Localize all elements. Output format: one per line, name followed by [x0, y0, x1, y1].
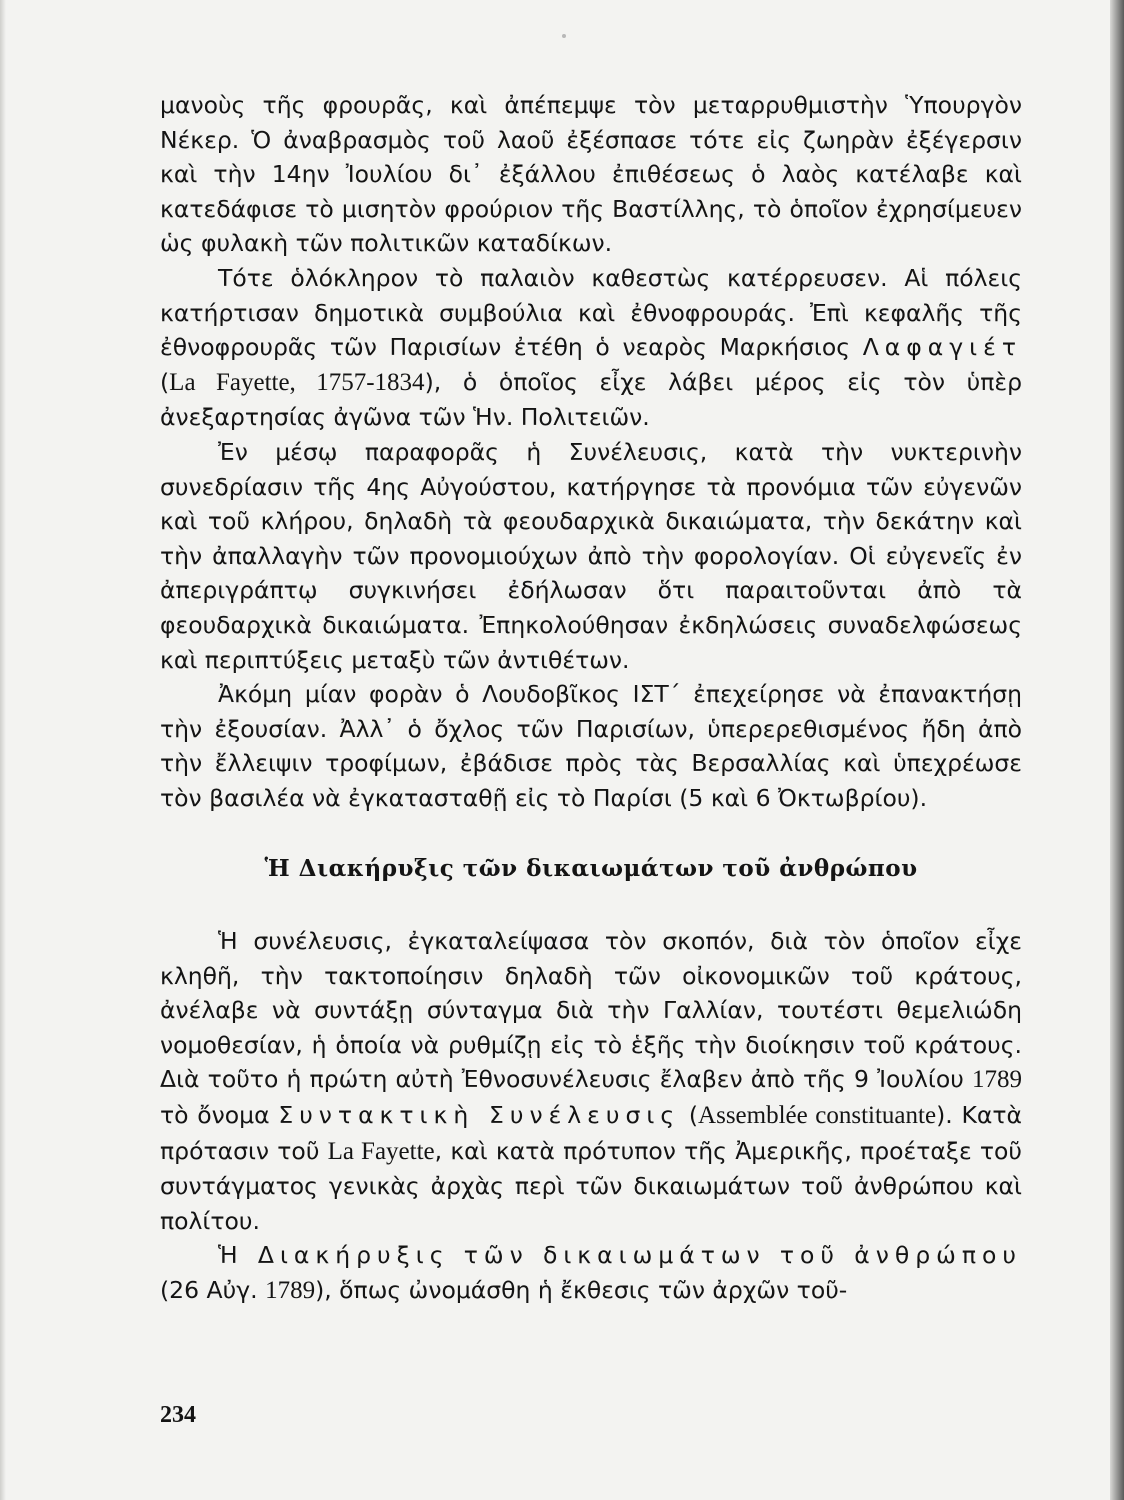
text-segment-plain: ), ὁ ὁποῖος εἶχε λάβει μέρος εἰς τὸν ὑπὲρ ἀνεξαρτησίας ἀγῶνα τῶν Ἡν. Πολιτειῶν.: [160, 367, 1022, 432]
body-text: [160, 88, 1022, 1309]
paragraph-2: [160, 261, 1022, 435]
text-segment-latin: La Fayette, 1757-1834: [169, 368, 425, 396]
page-binding-shadow: [1110, 0, 1124, 1500]
text-segment-latin: 1789: [972, 1066, 1022, 1094]
section-heading: Ἡ Διακήρυξις τῶν δικαιωμάτων τοῦ ἀνθρώπου: [264, 855, 918, 883]
text-segment-latin: La Fayette: [327, 1137, 435, 1165]
text-segment-plain: Τότε ὁλόκληρον τὸ παλαιὸν καθεστὼς κατέρρευσεν. Αἱ πόλεις κατήρτισαν δημοτικὰ συμβούλια καὶ ἐθνοφρουράς. Ἐπὶ κεφαλῆς τῆς ἐθνοφρουρᾶς τῶν Παρισίων ἐτέθη ὁ νεαρὸς Μαρκήσιος: [160, 263, 1022, 362]
text-segment-plain: Ἡ συνέλευσις, ἐγκαταλείψασα τὸν σκοπόν, διὰ τὸν ὁποῖον εἶχε κληθῆ, τὴν τακτοποίησιν δηλαδὴ τῶν οἰκονομικῶν τοῦ κράτους, ἀνέλαβε νὰ συντάξῃ σύνταγμα διὰ τὴν Γαλλίαν, τουτέστι θεμελιώδη νομοθεσίαν, ἡ ὁποία νὰ ρυθμίζῃ εἰς τὸ ἑξῆς τὴν διοίκησιν τοῦ κράτους. Διὰ τοῦτο ἡ πρώτη αὐτὴ Ἐθνοσυνέλευσις ἔλαβεν ἀπὸ τῆς 9 Ἰουλίου: [160, 927, 1022, 1094]
text-segment-plain: τὸ ὄνομα: [160, 1101, 279, 1130]
text-segment-spaced: Συντακτικὴ Συνέλευσις: [278, 1101, 681, 1130]
page-number: 234: [160, 1402, 196, 1428]
text-segment-spaced: Ἡ Διακήρυξις τῶν δικαιωμάτων τοῦ ἀνθρώπου: [218, 1241, 1022, 1270]
paragraph-4: Ἀκόμη μίαν φορὰν ὁ Λουδοβῖκος ΙΣΤ΄ ἐπεχείρησε νὰ ἐπανακτήσῃ τὴν ἐξουσίαν. Ἀλλ᾿ ὁ ὄχλος τῶν Παρισίων, ὑπερερεθισμένος ἤδη ἀπὸ τὴν ἔλλειψιν τροφίμων, ἐβάδισε πρὸς τὰς Βερσαλλίας καὶ ὑπεχρέωσε τὸν βασιλέα νὰ ἐγκατασταθῇ εἰς τὸ Παρίσι (5 καὶ 6 Ὀκτωβρίου).: [160, 680, 1022, 812]
page-left-shadow: [0, 0, 6, 1500]
text-segment-spaced: Λαφαγιέτ: [862, 333, 1022, 362]
text-segment-latin: 1789: [265, 1277, 316, 1304]
paragraph-5: [160, 924, 1022, 1238]
text-segment-plain: (26 Αὐγ.: [160, 1276, 266, 1304]
text-segment-plain: ), ὅπως ὠνομάσθη ἡ ἔκθεσις τῶν ἀρχῶν τοῦ-: [315, 1276, 848, 1304]
paper-speck: [562, 34, 566, 38]
text-segment-plain: , καὶ κατὰ πρότυπον τῆς Ἀμερικῆς, προέταξε τοῦ συντάγματος γενικὰς ἀρχὰς περὶ τῶν δικαιωμάτων τοῦ ἀνθρώπου καὶ πολίτου.: [160, 1136, 1023, 1235]
text-segment-plain: (: [680, 1101, 699, 1130]
paragraph-6: [160, 1238, 1022, 1308]
text-segment-plain: ). Κατὰ πρότασιν τοῦ: [160, 1101, 1023, 1165]
text-segment-latin: Assemblée constituante: [698, 1102, 937, 1130]
paragraph-1: μανοὺς τῆς φρουρᾶς, καὶ ἀπέπεμψε τὸν μεταρρυθμιστὴν Ὑπουργὸν Νέκερ. Ὁ ἀναβρασμὸς τοῦ λαοῦ ἐξέσπασε τότε εἰς ζωηρὰν ἐξέγερσιν καὶ τὴν 14ην Ἰουλίου δι᾿ ἐξάλλου ἐπιθέσεως ὁ λαὸς κατέλαβε καὶ κατεδάφισε τὸ μισητὸν φρούριον τῆς Βαστίλλης, τὸ ὁποῖον ἐχρησίμευεν ὡς φυλακὴ τῶν πολιτικῶν καταδίκων.: [160, 91, 1022, 258]
text-segment-plain: (: [160, 367, 170, 396]
paragraph-3: Ἐν μέσῳ παραφορᾶς ἡ Συνέλευσις, κατὰ τὴν νυκτερινὴν συνεδρίασιν τῆς 4ης Αὐγούστου, κατήργησε τὰ προνόμια τῶν εὐγενῶν καὶ τοῦ κλήρου, δηλαδὴ τὰ φεουδαρχικὰ δικαιώματα, τὴν δεκάτην καὶ τὴν ἀπαλλαγὴν τῶν προνομιούχων ἀπὸ τὴν φορολογίαν. Οἱ εὐγενεῖς ἐν ἀπεριγράπτῳ συγκινήσει ἐδήλωσαν ὅτι παραιτοῦνται ἀπὸ τὰ φεουδαρχικὰ δικαιώματα. Ἐπηκολούθησαν ἐκδηλώσεις συναδελφώσεως καὶ περιπτύξεις μεταξὺ τῶν ἀντιθέτων.: [160, 437, 1022, 674]
